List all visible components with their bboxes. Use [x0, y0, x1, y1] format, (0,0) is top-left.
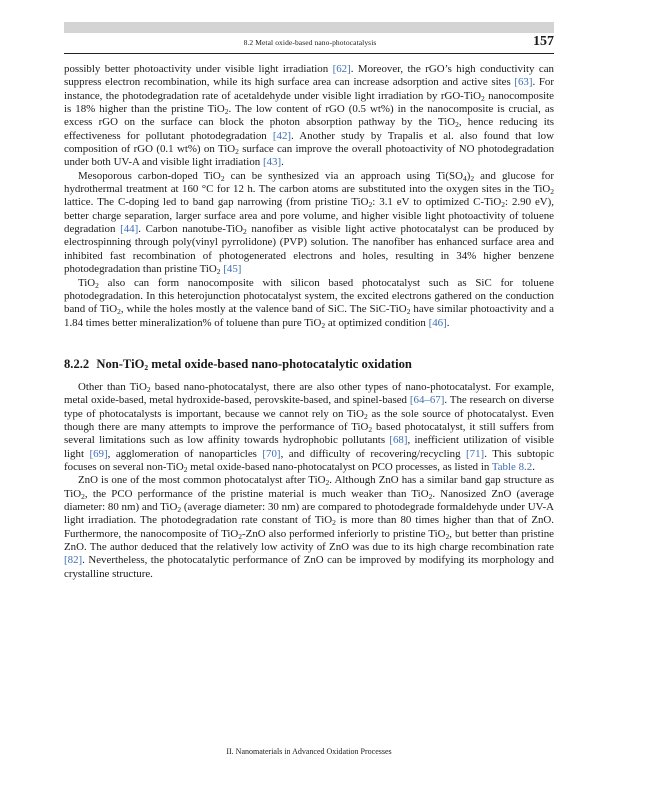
citation[interactable]: [68]	[389, 434, 408, 447]
citation[interactable]: [44]	[120, 223, 139, 236]
citation[interactable]: [82]	[64, 554, 83, 567]
citation[interactable]: [45]	[223, 263, 242, 276]
citation[interactable]: [46]	[428, 316, 447, 329]
citation[interactable]: [69]	[89, 447, 108, 460]
citation[interactable]: [70]	[262, 447, 281, 460]
header-rule	[64, 53, 554, 54]
running-header: 8.2 Metal oxide-based nano-photocatalysis	[243, 38, 377, 47]
running-footer: II. Nanomaterials in Advanced Oxidation Processes	[226, 747, 392, 756]
page-number: 157	[533, 34, 554, 49]
citation[interactable]: [43]	[262, 156, 282, 169]
citation[interactable]: [42]	[272, 129, 292, 142]
section-gap	[64, 330, 554, 357]
paragraph-non-tio2: Other than TiO$_2$ based nano-photocatalyst, there are also other types of nano-photocatalyst. For example, metal oxide-based, metal hydroxide-based, perovskite-based, and spinel-based [64–67]. The research on diverse type of photocatalysts is important, because we cannot rely on TiO$_2$ as the sole source of photocatalyst. Even though there are many attempts to improve the performance of TiO$_2$ based photocatalyst, it still suffers from several limitations such as low affinity towards hydrophobic pollutants [68], inefficient utilization of visible light [69], agglomeration of nanoparticles [70], and difficulty of recovering/recycling [71]. This subtopic focuses on several non-TiO$_2$ metal oxide-based nano-photocatalyst on PCO processes, as listed in Table 8.2.	[64, 380, 555, 474]
page-body	[64, 63, 554, 581]
citation[interactable]: [62]	[332, 63, 351, 75]
section-number: 8.2.2	[64, 356, 90, 371]
paragraph-zno: ZnO is one of the most common photocatalyst after TiO$_2$. Although ZnO has a similar band gap structure as TiO$_2$, the PCO performance of the pristine material is much weaker than TiO$_2$. Nanosized ZnO (average diameter: 80 nm) and TiO$_2$ (average diameter: 30 nm) are compared to photodegrade formaldehyde under UV-A light irradiation. The photodegradation rate constant of TiO$_2$ is more than 80 times higher than that of ZnO. Furthermore, the nanocomposite of TiO$_2$-ZnO also performed inferiorly to pristine TiO$_2$, but better than pristine ZnO. The author deduced that the relatively low activity of ZnO was due to its high charge recombination rate [82]. Nevertheless, the photocatalytic performance of ZnO can be improved by modifying its morphology and crystalline structure.	[64, 474, 554, 580]
paragraph-rgo: possibly better photoactivity under visible light irradiation [62]. Moreover, the rGO’s high conductivity can suppress electron recombination, while its high surface area can increase adsorption and active sites [63]. For instance, the photodegradation rate of acetaldehyde under visible light irradiation by rGO-TiO$_2$ nanocomposite is 18% higher than the pristine TiO$_2$. The low content of rGO (0.5 wt%) in the nanocomposite is crucial, as excess rGO on the surface can block the photon absorption pathway by the TiO$_2$, hence reducing its effectiveness for pollutant photodegradation [42]. Another study by Trapalis et al. also found that low composition of rGO (0.1 wt%) on TiO$_2$ surface can improve the overall photoactivity of NO photodegradation under both UV-A and visible light irradiation [43].	[64, 63, 555, 169]
header-bar	[64, 22, 554, 33]
paragraph-sic: TiO$_2$ also can form nanocomposite with silicon based photocatalyst such as SiC for toluene photodegradation. In this heterojunction photocatalyst system, the excited electrons gathered on the conduction band of TiO$_2$, while the holes mostly at the valence band of SiC. The SiC-TiO$_2$ have similar photoactivity and a 1.84 times better mineralization% of toluene than pure TiO$_2$ at optimized condition [46].	[64, 276, 555, 330]
citation[interactable]: [63]	[514, 76, 533, 89]
table-link[interactable]: Table 8.2	[491, 460, 533, 473]
citation[interactable]: [71]	[466, 447, 485, 460]
section-heading: 8.2.2 Non-TiO$_2$ metal oxide-based nano-photocatalytic oxidation	[64, 356, 412, 372]
citation[interactable]: [64–67]	[409, 394, 445, 407]
paragraph-carbon-doped: Mesoporous carbon-doped TiO$_2$ can be synthesized via an approach using $Ti(SO_4)_2$ and glucose for hydrothermal treatment at 160 °C for 12 h. The carbon atoms are substituted into the oxygen sites in the TiO$_2$ lattice. The C-doping led to band gap narrowing (from pristine TiO$_2$: 3.1 eV to optimized C-TiO$_2$: 2.90 eV), better charge separation, larger surface area and pore volume, and higher visible light photoactivity of toluene degradation [44]. Carbon nanotube-TiO$_2$ nanofiber as visible light active photocatalyst can be produced by electrospinning through poly(vinyl pyrrolidone) (PVP) solution. The nanofiber has enhanced surface area and inhibited fast recombination of photogenerated electrons and holes, resulting in 34% higher benzene photodegradation than pristine TiO$_2$ [45]	[64, 169, 555, 277]
